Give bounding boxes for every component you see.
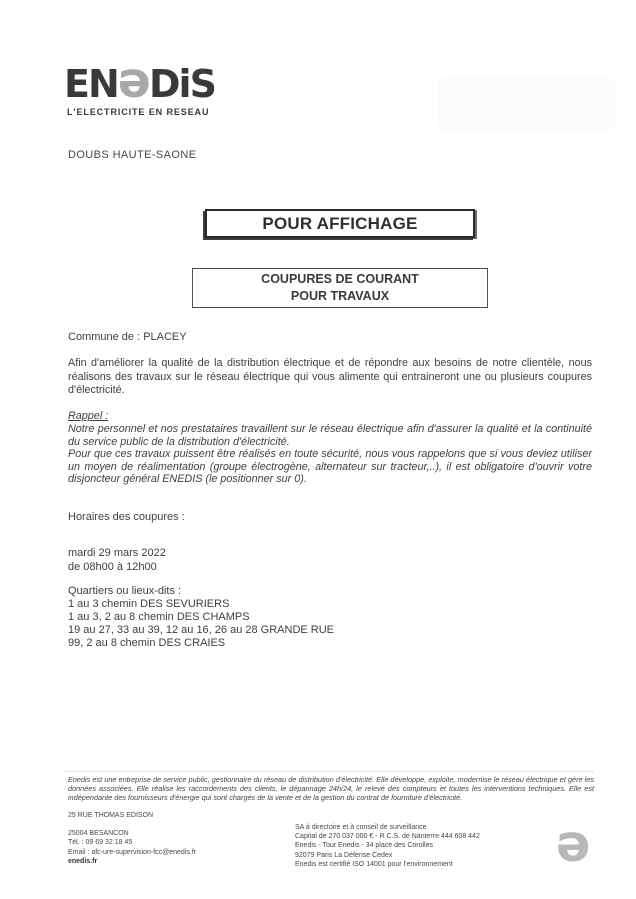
rappel-block (68, 410, 592, 485)
district-item: 1 au 3, 2 au 8 chemin DES CHAMPS (68, 611, 250, 623)
corporate-block (295, 823, 480, 869)
rappel-paragraph-2: Pour que ces travaux puissent être réalisés en toute sécurité, nous vous rappelons que si vous deviez utiliser un moyen de réalimentation (groupe électrogène, alternateur sur tracteur,..), il est obligatoire d'ouvrir votre disjoncteur général ENEDIS (le positionner sur 0). (68, 448, 592, 486)
notice-title-line1: COUPURES DE COURANT (261, 272, 419, 286)
office-city: 25004 BESANCON (68, 830, 129, 837)
rappel-label: Rappel : (68, 410, 109, 422)
districts-heading: Quartiers ou lieux-dits : (68, 585, 182, 597)
corporate-line: Capital de 270 037 000 € - R.C.S. de Nanterre 444 608 442 (295, 833, 480, 841)
outage-time: de 08h00 à 12h00 (68, 561, 157, 573)
legal-text: Enedis est une entreprise de service public, gestionnaire du réseau de distribution d'électricité. Elle développe, exploite, modernise le réseau électrique et gère les données associées. Elle réalise les raccordements des clients, le dépannage 24h/24, le relevé des compteurs et toutes les interventions techniques. Elle est indépendante des fournisseurs d'énergie qui sont chargés de la vente et de la gestion du contrat de fourniture d'électricité. (68, 775, 594, 803)
district-item: 1 au 3 chemin DES SEVURIERS (68, 598, 230, 610)
outage-date: mardi 29 mars 2022 (68, 547, 166, 559)
website-link: enedis.fr (68, 857, 98, 865)
footer-divider (65, 771, 593, 772)
notice-title-box (192, 268, 488, 308)
commune-line: Commune de : PLACEY (68, 331, 187, 343)
corporate-line: 92079 Paris La Défense Cedex (295, 851, 393, 859)
logo-turned-e-icon: ǝ (117, 52, 149, 109)
rappel-paragraph-1: Notre personnel et nos prestataires travaillent sur le réseau électrique afin d'assurer la qualité et la continuité du service public de la distribution d'électricité. (68, 423, 592, 448)
corporate-line: Enedis - Tour Enedis - 34 place des Corolles (295, 842, 434, 850)
region-label: DOUBS HAUTE-SAONE (68, 149, 197, 161)
district-item: 99, 2 au 8 chemin DES CRAIES (68, 637, 226, 649)
corporate-line: SA à directoire et à conseil de surveillance (295, 824, 427, 831)
schedule-dates (68, 546, 166, 574)
contact-block (68, 829, 196, 866)
notice-title-line2: POUR TRAVAUX (290, 289, 390, 303)
corporate-line: Enedis est certifié ISO 14001 pour l'environnement (295, 860, 453, 868)
schedule-heading: Horaires des coupures : (68, 511, 185, 523)
enedis-e-mark-icon: ǝ (556, 815, 591, 874)
office-street: 25 RUE THOMAS EDISON (68, 812, 154, 819)
district-item: 19 au 27, 33 au 39, 12 au 16, 26 au 28 GRANDE RUE (68, 624, 335, 636)
logo-text-dis: DiS (149, 62, 215, 106)
office-phone: Tél. : 09 69 32 18 45 (68, 839, 133, 847)
enedis-logo (64, 52, 215, 109)
intro-paragraph: Afin d'améliorer la qualité de la distribution électrique et de répondre aux besoins de notre clientèle, nous réalisons des travaux sur le réseau électrique qui vous alimente qui entraineront une ou plusieurs coupures d'électricité. (68, 357, 592, 396)
logo-text-en: EN (64, 62, 118, 106)
scan-artifact (438, 78, 616, 130)
office-email: Email : afc-ure-supervision-fcc@enedis.fr (68, 848, 197, 856)
brand-tagline: L'ELECTRICITE EN RESEAU (67, 107, 210, 117)
display-banner: POUR AFFICHAGE (205, 209, 475, 238)
districts-block (68, 585, 334, 650)
